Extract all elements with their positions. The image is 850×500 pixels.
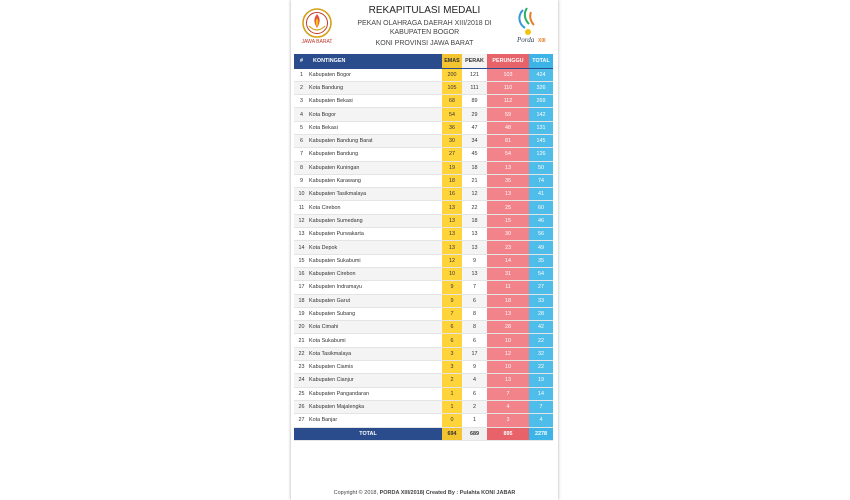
column-header-kontingen: KONTINGEN (309, 54, 442, 68)
total-total: 2278 (529, 427, 553, 440)
copyright-author: Pulahta KONI JABAR (459, 490, 516, 496)
copyright-middle: | Created By : (422, 490, 460, 496)
table-row (294, 281, 553, 294)
cell-total: 424 (529, 68, 553, 81)
cell-number: 7 (294, 148, 309, 161)
cell-kontingen: Kabupaten Subang (309, 307, 442, 320)
page-title: REKAPITULASI MEDALI (368, 5, 481, 16)
cell-total: 32 (529, 347, 553, 360)
cell-number: 11 (294, 201, 309, 214)
cell-number: 2 (294, 81, 309, 94)
cell-kontingen: Kabupaten Pangandaran (309, 387, 442, 400)
cell-number: 27 (294, 414, 309, 427)
cell-perunggu: 112 (487, 95, 529, 108)
table-row (294, 241, 553, 254)
table-row (294, 254, 553, 267)
cell-number: 6 (294, 134, 309, 147)
cell-number: 14 (294, 241, 309, 254)
table-body (294, 68, 553, 427)
cell-total: 131 (529, 121, 553, 134)
cell-perak: 9 (462, 361, 487, 374)
cell-kontingen: Kota Sukabumi (309, 334, 442, 347)
cell-emas: 9 (442, 294, 462, 307)
cell-number: 24 (294, 374, 309, 387)
cell-number: 10 (294, 188, 309, 201)
cell-total: 28 (529, 307, 553, 320)
table-row (294, 174, 553, 187)
cell-kontingen: Kota Bandung (309, 81, 442, 94)
table-row (294, 161, 553, 174)
cell-emas: 10 (442, 267, 462, 280)
cell-total: 54 (529, 267, 553, 280)
total-perunggu: 895 (487, 427, 529, 440)
cell-number: 26 (294, 400, 309, 413)
cell-perak: 8 (462, 307, 487, 320)
svg-text:JAWA BARAT: JAWA BARAT (301, 39, 333, 45)
porda-xiii-logo-icon (509, 6, 551, 46)
cell-perunggu: 11 (487, 281, 529, 294)
cell-total: 41 (529, 188, 553, 201)
cell-perunggu: 31 (487, 267, 529, 280)
cell-kontingen: Kabupaten Cirebon (309, 267, 442, 280)
cell-number: 15 (294, 254, 309, 267)
cell-number: 3 (294, 95, 309, 108)
cell-perak: 89 (462, 95, 487, 108)
column-header-perunggu: PERUNGGU (487, 54, 529, 68)
table-row (294, 148, 553, 161)
cell-emas: 27 (442, 148, 462, 161)
table-row (294, 400, 553, 413)
table-row (294, 307, 553, 320)
cell-total: 42 (529, 321, 553, 334)
cell-kontingen: Kabupaten Majalengka (309, 400, 442, 413)
cell-kontingen: Kabupaten Bogor (309, 68, 442, 81)
total-emas: 694 (442, 427, 462, 440)
cell-perunggu: 59 (487, 108, 529, 121)
cell-emas: 1 (442, 400, 462, 413)
cell-total: 27 (529, 281, 553, 294)
table-total-row (294, 427, 553, 440)
cell-perak: 45 (462, 148, 487, 161)
cell-emas: 13 (442, 228, 462, 241)
cell-perunggu: 10 (487, 361, 529, 374)
cell-total: 22 (529, 361, 553, 374)
cell-emas: 18 (442, 174, 462, 187)
cell-kontingen: Kabupaten Garut (309, 294, 442, 307)
cell-perak: 121 (462, 68, 487, 81)
table-row (294, 214, 553, 227)
copyright-prefix: Copyright © 2018, (333, 490, 380, 496)
cell-perak: 21 (462, 174, 487, 187)
cell-total: 4 (529, 414, 553, 427)
cell-perak: 13 (462, 241, 487, 254)
cell-perunggu: 13 (487, 161, 529, 174)
cell-total: 49 (529, 241, 553, 254)
copyright-footer (291, 490, 558, 496)
table-row (294, 121, 553, 134)
cell-total: 33 (529, 294, 553, 307)
medal-recap-page (291, 0, 558, 500)
cell-number: 21 (294, 334, 309, 347)
cell-number: 13 (294, 228, 309, 241)
cell-perunggu: 30 (487, 228, 529, 241)
cell-emas: 68 (442, 95, 462, 108)
cell-kontingen: Kabupaten Bandung (309, 148, 442, 161)
cell-kontingen: Kabupaten Karawang (309, 174, 442, 187)
table-row (294, 361, 553, 374)
cell-number: 18 (294, 294, 309, 307)
cell-emas: 1 (442, 387, 462, 400)
table-row (294, 387, 553, 400)
cell-perunggu: 25 (487, 201, 529, 214)
table-row (294, 334, 553, 347)
cell-emas: 13 (442, 241, 462, 254)
cell-perunggu: 54 (487, 148, 529, 161)
cell-perak: 6 (462, 294, 487, 307)
cell-total: 326 (529, 81, 553, 94)
table-row (294, 68, 553, 81)
cell-perunggu: 15 (487, 214, 529, 227)
cell-number: 17 (294, 281, 309, 294)
cell-perunggu: 13 (487, 188, 529, 201)
cell-kontingen: Kota Cimahi (309, 321, 442, 334)
cell-emas: 3 (442, 347, 462, 360)
cell-perunggu: 13 (487, 307, 529, 320)
cell-emas: 13 (442, 201, 462, 214)
cell-perunggu: 23 (487, 241, 529, 254)
cell-perunggu: 13 (487, 374, 529, 387)
cell-number: 23 (294, 361, 309, 374)
cell-emas: 2 (442, 374, 462, 387)
cell-number: 20 (294, 321, 309, 334)
cell-perunggu: 12 (487, 347, 529, 360)
koni-jawa-barat-logo-icon (299, 6, 335, 46)
cell-total: 22 (529, 334, 553, 347)
cell-kontingen: Kota Tasikmalaya (309, 347, 442, 360)
cell-number: 16 (294, 267, 309, 280)
cell-number: 1 (294, 68, 309, 81)
medal-table (294, 54, 553, 441)
cell-perunggu: 81 (487, 134, 529, 147)
cell-perak: 8 (462, 321, 487, 334)
cell-perunggu: 10 (487, 334, 529, 347)
cell-kontingen: Kota Bekasi (309, 121, 442, 134)
organization-name: KONI PROVINSI JAWA BARAT (375, 40, 474, 47)
cell-total: 142 (529, 108, 553, 121)
event-subtitle (331, 20, 518, 37)
cell-perunggu: 35 (487, 174, 529, 187)
total-label: TOTAL (294, 427, 442, 440)
cell-emas: 9 (442, 281, 462, 294)
cell-emas: 0 (442, 414, 462, 427)
cell-kontingen: Kabupaten Sukabumi (309, 254, 442, 267)
event-subtitle-line-1: PEKAN OLAHRAGA DAERAH XIII/2018 DI (357, 20, 492, 27)
cell-perak: 22 (462, 201, 487, 214)
svg-text:Porda: Porda (517, 36, 535, 44)
cell-perak: 4 (462, 374, 487, 387)
cell-perunggu: 3 (487, 414, 529, 427)
cell-emas: 16 (442, 188, 462, 201)
cell-perak: 13 (462, 267, 487, 280)
cell-total: 126 (529, 148, 553, 161)
cell-perak: 18 (462, 214, 487, 227)
cell-kontingen: Kabupaten Tasikmalaya (309, 188, 442, 201)
cell-perak: 7 (462, 281, 487, 294)
cell-perak: 18 (462, 161, 487, 174)
table-row (294, 201, 553, 214)
cell-perunggu: 48 (487, 121, 529, 134)
cell-total: 7 (529, 400, 553, 413)
cell-perak: 13 (462, 228, 487, 241)
cell-perak: 1 (462, 414, 487, 427)
cell-total: 74 (529, 174, 553, 187)
table-row (294, 188, 553, 201)
cell-kontingen: Kabupaten Purwakarta (309, 228, 442, 241)
column-header-number: # (294, 54, 309, 68)
table-row (294, 95, 553, 108)
cell-kontingen: Kabupaten Ciamis (309, 361, 442, 374)
cell-kontingen: Kabupaten Bandung Barat (309, 134, 442, 147)
cell-total: 56 (529, 228, 553, 241)
column-header-total: TOTAL (529, 54, 553, 68)
cell-number: 25 (294, 387, 309, 400)
svg-text:XIII: XIII (538, 38, 546, 44)
cell-perak: 111 (462, 81, 487, 94)
cell-kontingen: Kota Cirebon (309, 201, 442, 214)
cell-total: 19 (529, 374, 553, 387)
cell-perak: 12 (462, 188, 487, 201)
table-row (294, 108, 553, 121)
column-header-perak: PERAK (462, 54, 487, 68)
cell-emas: 30 (442, 134, 462, 147)
cell-kontingen: Kabupaten Indramayu (309, 281, 442, 294)
table-row (294, 294, 553, 307)
cell-emas: 7 (442, 307, 462, 320)
cell-kontingen: Kota Depok (309, 241, 442, 254)
table-row (294, 414, 553, 427)
cell-kontingen: Kota Bogor (309, 108, 442, 121)
cell-perak: 34 (462, 134, 487, 147)
cell-perak: 6 (462, 334, 487, 347)
cell-perak: 6 (462, 387, 487, 400)
cell-perak: 47 (462, 121, 487, 134)
cell-emas: 19 (442, 161, 462, 174)
cell-perunggu: 103 (487, 68, 529, 81)
cell-perunggu: 18 (487, 294, 529, 307)
cell-emas: 6 (442, 334, 462, 347)
cell-perunggu: 4 (487, 400, 529, 413)
total-perak: 689 (462, 427, 487, 440)
cell-kontingen: Kabupaten Sumedang (309, 214, 442, 227)
cell-total: 269 (529, 95, 553, 108)
cell-total: 50 (529, 161, 553, 174)
cell-emas: 54 (442, 108, 462, 121)
cell-emas: 36 (442, 121, 462, 134)
cell-perak: 29 (462, 108, 487, 121)
cell-kontingen: Kabupaten Kuningan (309, 161, 442, 174)
cell-number: 5 (294, 121, 309, 134)
cell-total: 14 (529, 387, 553, 400)
cell-emas: 12 (442, 254, 462, 267)
cell-emas: 3 (442, 361, 462, 374)
table-row (294, 347, 553, 360)
cell-perunggu: 14 (487, 254, 529, 267)
event-subtitle-line-2: KABUPATEN BOGOR (389, 28, 460, 36)
cell-kontingen: Kota Banjar (309, 414, 442, 427)
cell-number: 4 (294, 108, 309, 121)
cell-number: 12 (294, 214, 309, 227)
table-row (294, 374, 553, 387)
cell-emas: 13 (442, 214, 462, 227)
table-row (294, 228, 553, 241)
copyright-event: PORDA XIII/2018 (379, 490, 423, 496)
cell-kontingen: Kabupaten Cianjur (309, 374, 442, 387)
cell-perak: 2 (462, 400, 487, 413)
table-row (294, 134, 553, 147)
cell-total: 145 (529, 134, 553, 147)
cell-total: 35 (529, 254, 553, 267)
cell-kontingen: Kabupaten Bekasi (309, 95, 442, 108)
cell-number: 9 (294, 174, 309, 187)
cell-emas: 6 (442, 321, 462, 334)
cell-total: 60 (529, 201, 553, 214)
cell-perak: 17 (462, 347, 487, 360)
table-row (294, 81, 553, 94)
table-row (294, 321, 553, 334)
table-header-row (294, 54, 553, 68)
cell-total: 46 (529, 214, 553, 227)
cell-perunggu: 110 (487, 81, 529, 94)
cell-perunggu: 7 (487, 387, 529, 400)
header (291, 0, 558, 52)
table-row (294, 267, 553, 280)
cell-perak: 9 (462, 254, 487, 267)
cell-number: 22 (294, 347, 309, 360)
cell-emas: 105 (442, 81, 462, 94)
cell-emas: 200 (442, 68, 462, 81)
cell-number: 19 (294, 307, 309, 320)
column-header-emas: EMAS (442, 54, 462, 68)
cell-perunggu: 28 (487, 321, 529, 334)
cell-number: 8 (294, 161, 309, 174)
